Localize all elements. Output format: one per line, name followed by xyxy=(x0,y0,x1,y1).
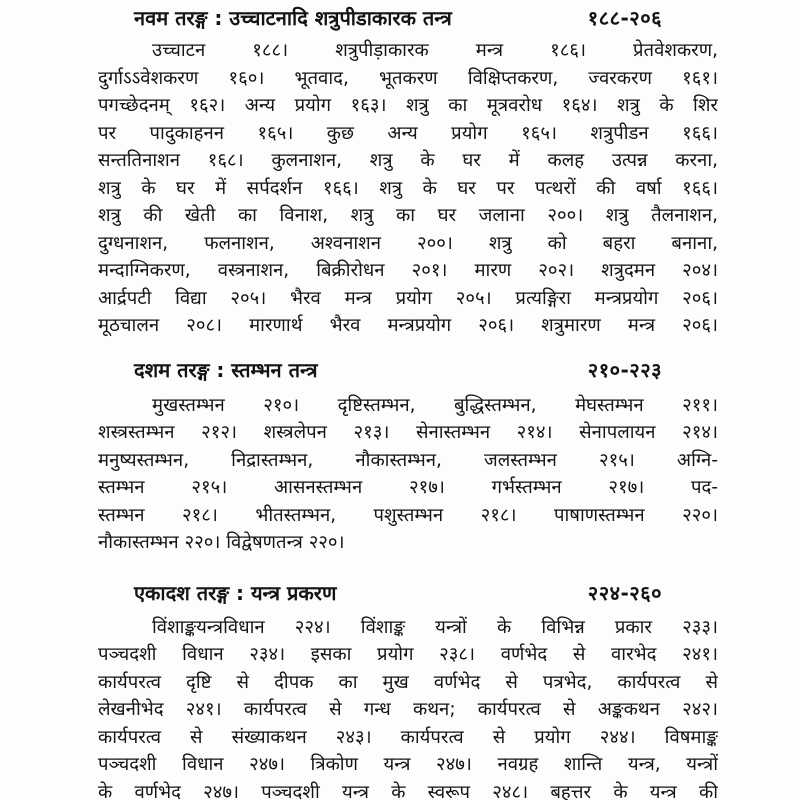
toc-line: स्तम्भन २१५। आसनस्तम्भन २१७। गर्भस्तम्भन २१७। पद- xyxy=(98,477,718,498)
toc-line: उच्चाटन १८८। शत्रुपीड़ाकारक मन्त्र १८६। प्रेतवेशकरण, xyxy=(152,40,718,61)
section-heading xyxy=(98,4,718,32)
toc-line: पगच्छेदनम् १६२। अन्य प्रयोग १६३। शत्रु का मूत्रवरोध १६४। शत्रु के शिर xyxy=(98,95,718,116)
toc-section-ekadash-tarang xyxy=(98,579,718,800)
section-page-range: १८८-२०६ xyxy=(587,6,662,30)
section-body xyxy=(98,614,718,800)
toc-line: पञ्चदशी विधान २४७। त्रिकोण यन्त्र २४७। नवग्रह शान्ति यन्त्र, यन्त्रों xyxy=(98,754,718,775)
toc-line: दुग्धनाशन, फलनाशन, अश्वनाशन २००। शत्रु को बहरा बनाना, xyxy=(98,232,718,254)
toc-line: मनुष्यस्तम्भन, निद्रास्तम्भन, नौकास्तम्भन, जलस्तम्भन २१५। अग्नि- xyxy=(98,449,718,471)
section-body xyxy=(98,37,718,340)
toc-line: शस्त्रस्तम्भन २१२। शस्त्रलेपन २१३। सेनास्तम्भन २१४। सेनापलायन २१४। xyxy=(98,422,718,443)
toc-content xyxy=(98,4,718,800)
toc-line: कार्यपरत्व दृष्टि से दीपक का मुख वर्णभेद से पत्रभेद, कार्यपरत्व से xyxy=(98,671,718,693)
toc-line: के वर्णभेद २४७। पञ्चदशी यन्त्र के स्वरूप २४८। बहत्तर के यन्त्र की xyxy=(98,781,718,800)
toc-line: सन्ततिनाशन १६८। कुलनाशन, शत्रु के घर में कलह उत्पन्न करना, xyxy=(98,150,718,171)
section-body xyxy=(98,392,718,557)
toc-line: मन्दाग्निकरण, वस्त्रनाशन, बिक्रीरोधन २०१। मारण २०२। शत्रुदमन २०४। xyxy=(98,260,718,281)
toc-line: लेखनीभेद २४१। कार्यपरत्व से गन्ध कथन; कार्यपरत्व से अङ्ककथन २४२। xyxy=(98,699,718,720)
toc-line: शत्रु की खेती का विनाश, शत्रु का घर जलाना २००। शत्रु तैलनाशन, xyxy=(98,205,718,226)
toc-line: आर्द्रपटी विद्या २०५। भैरव मन्त्र प्रयोग २०५। प्रत्यङ्गिरा मन्त्रप्रयोग २०६। xyxy=(98,287,718,309)
toc-line: शत्रु के घर में सर्पदर्शन १६६। शत्रु के घर पर पत्थरों की वर्षा १६६। xyxy=(98,177,718,199)
toc-section-navam-tarang xyxy=(98,4,718,340)
toc-line: स्तम्भन २१८। भीतस्तम्भन, पशुस्तम्भन २१८। पाषाणस्तम्भन २२०। xyxy=(98,504,718,526)
section-page-range: २२४-२६० xyxy=(587,580,662,605)
toc-line: नौकास्तम्भन २२०। विद्वेषणतन्त्र २२०। xyxy=(98,532,345,553)
toc-line: विंशाङ्कयन्त्रविधान २२४। विंशाङ्क यन्त्रों के विभिन्न प्रकार २३३। xyxy=(152,616,718,638)
toc-line: दुर्गाऽऽवेशकरण १६०। भूतवाद, भूतकरण विक्षिप्तकरण, ज्वरकरण १६१। xyxy=(98,67,718,89)
section-heading xyxy=(98,579,718,607)
section-title: नवम तरङ्ग : उच्चाटनादि शत्रुपीडाकारक तन्त्र xyxy=(134,6,452,30)
section-title: एकादश तरङ्ग : यन्त्र प्रकरण xyxy=(134,580,337,605)
toc-line: पर पादुकाहनन १६५। कुछ अन्य प्रयोग १६५। शत्रुपीडन १६६। xyxy=(98,122,718,144)
section-title: दशम तरङ्ग : स्तम्भन तन्त्र xyxy=(134,357,318,382)
toc-section-dasham-tarang xyxy=(98,356,718,557)
toc-line: कार्यपरत्व से संख्याकथन २४३। कार्यपरत्व से प्रयोग २४४। विषमाङ्क xyxy=(98,726,718,748)
toc-line: मुखस्तम्भन २१०। दृष्टिस्तम्भन, बुद्धिस्तम्भन, मेघस्तम्भन २११। xyxy=(152,394,718,416)
section-page-range: २१०-२२३ xyxy=(587,357,662,382)
toc-line: पञ्चदशी विधान २३४। इसका प्रयोग २३८। वर्णभेद से वारभेद २४१। xyxy=(98,644,718,665)
section-heading xyxy=(98,356,718,384)
toc-line: मूठचालन २०८। मारणार्थ भैरव मन्त्रप्रयोग २०६। शत्रुमारण मन्त्र २०६। xyxy=(98,315,718,336)
